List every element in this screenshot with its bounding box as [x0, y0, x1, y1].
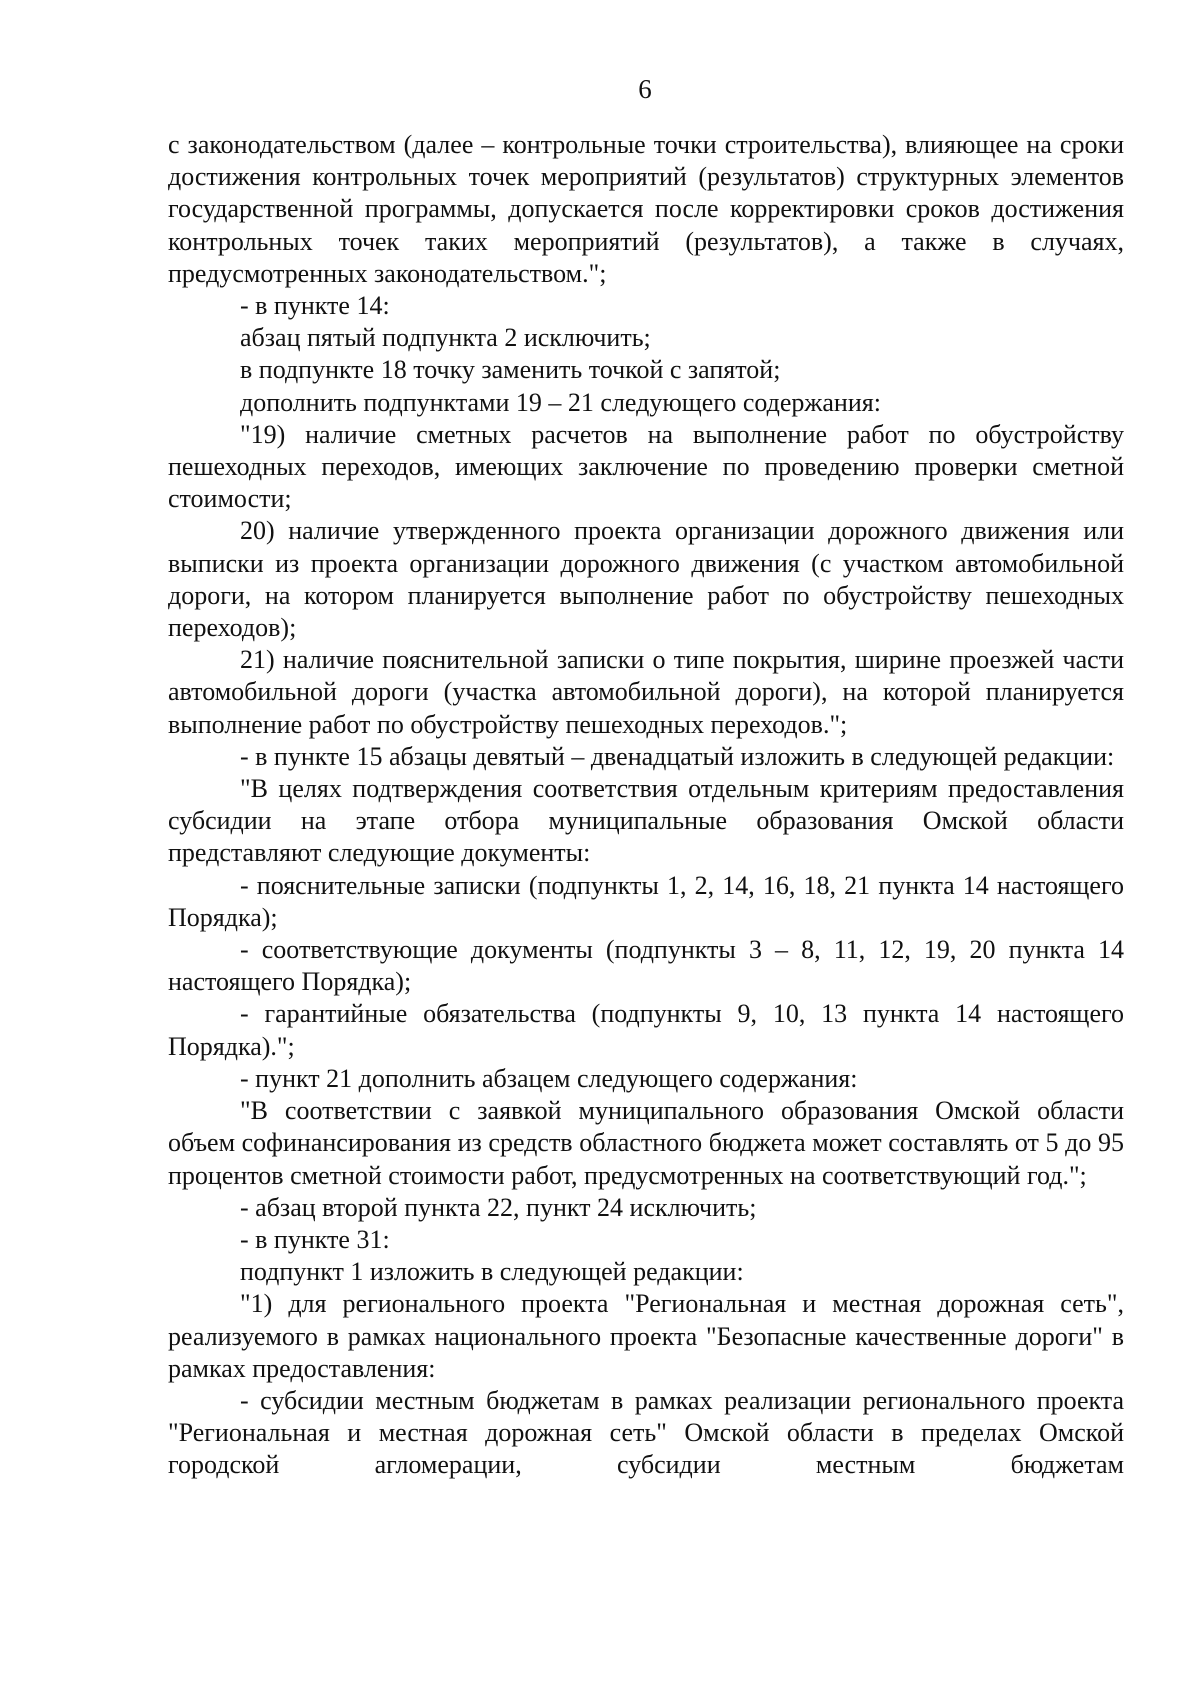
paragraph: "В целях подтверждения соответствия отдельным критериям предоставления субсидии на этапе отбора муниципальные образования Омской области представляют следующие документы: [168, 774, 1124, 868]
paragraph: - субсидии местным бюджетам в рамках реализации регионального проекта "Региональная и местная дорожная сеть" Омской области в пределах Омской городской агломерации, субсидии местным бюджетам [168, 1385, 1124, 1480]
paragraph: абзац пятый подпункта 2 исключить; [240, 323, 651, 353]
paragraph: "В соответствии с заявкой муниципального образования Омской области объем софинансирования из средств областного бюджета может составлять от 5 до 95 процентов сметной стоимости работ, предусмотренных на соответствующий год."; [168, 1096, 1124, 1190]
paragraph: - пояснительные записки (подпункты 1, 2, 14, 16, 18, 21 пункта 14 настоящего Порядка); [168, 870, 1124, 932]
paragraph: - в пункте 14: [240, 291, 390, 321]
paragraph: 20) наличие утвержденного проекта организации дорожного движения или выписки из проекта организации дорожного движения (с участком автомобильной дороги, на котором планируется выполнение работ по обустройству пешеходных переходов); [168, 516, 1124, 643]
paragraph: 21) наличие пояснительной записки о типе покрытия, ширине проезжей части автомобильной дороги (участка автомобильной дороги), на которой планируется выполнение работ по обустройству пешеходных переходов."; [168, 645, 1124, 739]
paragraph: "1) для регионального проекта "Региональная и местная дорожная сеть", реализуемого в рамках национального проекта "Безопасные качественные дороги" в рамках предоставления: [168, 1289, 1124, 1383]
paragraph: "19) наличие сметных расчетов на выполнение работ по обустройству пешеходных переходов, имеющих заключение по проведению проверки сметной стоимости; [168, 419, 1124, 514]
paragraph: - в пункте 31: [240, 1224, 390, 1254]
paragraph: с законодательством (далее – контрольные точки строительства), влияющее на сроки достижения контрольных точек мероприятий (результатов) структурных элементов государственной программы, допускается после корректировки сроков достижения контрольных точек таких мероприятий (результатов), а также в случаях, предусмотренных законодательством."; [168, 130, 1124, 288]
paragraph: - соответствующие документы (подпункты 3 – 8, 11, 12, 19, 20 пункта 14 настоящего Порядка); [168, 935, 1124, 997]
paragraph: подпункт 1 изложить в следующей редакции: [240, 1257, 744, 1287]
paragraph: - абзац второй пункта 22, пункт 24 исключить; [240, 1192, 757, 1222]
paragraph: - пункт 21 дополнить абзацем следующего содержания: [240, 1063, 858, 1093]
paragraph: дополнить подпунктами 19 – 21 следующего содержания: [240, 387, 881, 417]
paragraph: в подпункте 18 точку заменить точкой с запятой; [240, 355, 781, 385]
paragraph: - в пункте 15 абзацы девятый – двенадцатый изложить в следующей редакции: [240, 741, 1115, 771]
document-body [168, 129, 1124, 1482]
page-number: 6 [638, 74, 652, 104]
paragraph: - гарантийные обязательства (подпункты 9, 10, 13 пункта 14 настоящего Порядка)."; [168, 999, 1124, 1061]
